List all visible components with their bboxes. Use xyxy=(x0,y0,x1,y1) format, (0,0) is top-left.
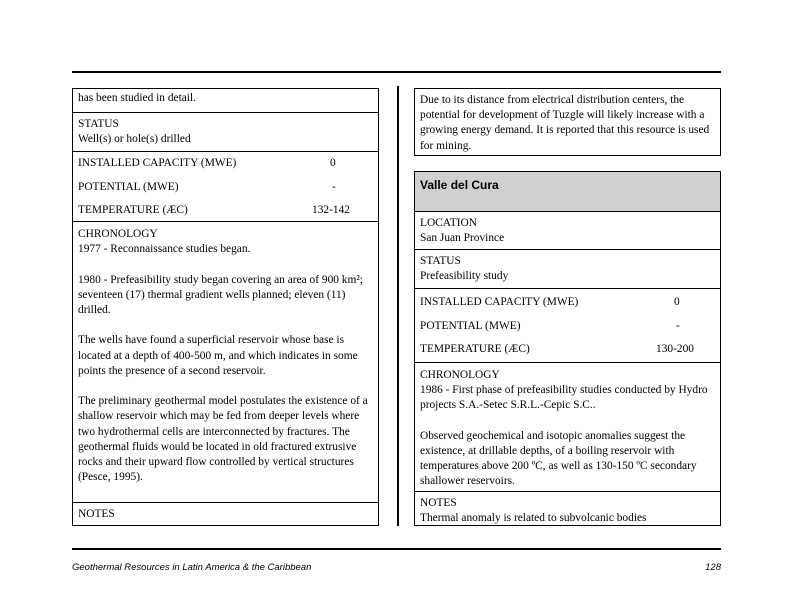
chronology-label: CHRONOLOGY xyxy=(78,228,158,240)
page-number: 128 xyxy=(705,562,721,573)
right-installed-capacity xyxy=(420,291,715,315)
right-temperature-value: 130-200 xyxy=(656,343,694,355)
model-paragraph: The preliminary geothermal model postulates the existence of a shallow reservoir which may be fed from deeper levels where two hydrothermal cells are interconnected by fractures. The geothermal fluids would be located in old fractured extrusive rocks and their upward flow controlled by vertical structures (Pesce, 1995). xyxy=(78,395,368,484)
location-row xyxy=(415,212,720,250)
site-header-row xyxy=(415,172,720,212)
right-intro-row xyxy=(415,89,720,156)
right-installed-capacity-value: 0 xyxy=(674,296,680,308)
wells-paragraph: The wells have found a superficial reservoir whose base is located at a depth of 400-500 m, and which indicates in some points the presence of a second reservoir. xyxy=(78,334,358,377)
right-notes-label: NOTES xyxy=(420,497,457,509)
temperature xyxy=(78,199,373,223)
chronology-row xyxy=(73,222,378,503)
status-row xyxy=(73,113,378,152)
capacity-row xyxy=(73,152,378,222)
potential-value: - xyxy=(332,180,336,193)
right-status-label: STATUS xyxy=(420,255,461,267)
footer-title: Geothermal Resources in Latin America & the Caribbean xyxy=(72,562,312,573)
right-chronology-label: CHRONOLOGY xyxy=(420,369,500,381)
location-value: San Juan Province xyxy=(420,232,505,245)
right-installed-capacity-label: INSTALLED CAPACITY (MWE) xyxy=(420,296,579,308)
temperature-value: 132-142 xyxy=(312,204,350,216)
installed-capacity-label: INSTALLED CAPACITY (MWE) xyxy=(78,157,237,169)
chronology-1980: 1980 - Prefeasibility study began covering an area of 900 km²; seventeen (17) thermal gradient wells planned; eleven (11) drilled. xyxy=(78,273,363,316)
installed-capacity xyxy=(78,152,373,176)
right-chronology-row xyxy=(415,363,720,492)
installed-capacity-value: 0 xyxy=(330,157,336,169)
right-status-value: Prefeasibility study xyxy=(420,270,509,283)
potential xyxy=(78,176,373,200)
potential-label: POTENTIAL (MWE) xyxy=(78,180,179,193)
right-intro-text: Due to its distance from electrical distribution centers, the potential for development of Tuzgle will likely increase with a growing energy demand. It is reported that this resource is used for mining. xyxy=(420,94,710,152)
intro-row xyxy=(73,89,378,113)
right-intro-box xyxy=(414,88,721,156)
site-title: Valle del Cura xyxy=(420,178,499,192)
notes-label: NOTES xyxy=(78,508,115,520)
location-label: LOCATION xyxy=(420,217,477,229)
left-table xyxy=(72,88,379,526)
chronology-1986: 1986 - First phase of prefeasibility studies conducted by Hydro projects S.A.-Setec S.R.L.-Cepic S.C.. xyxy=(420,384,708,412)
right-status-row xyxy=(415,250,720,289)
right-capacity-row xyxy=(415,289,720,363)
chronology-1977: 1977 - Reconnaissance studies began. xyxy=(78,243,251,256)
observed-paragraph: Observed geochemical and isotopic anomalies suggest the existence, at drillable depths, of a boiling reservoir with temperatures above 200 ºC, as well as 130-150 ºC secondary shallower reservoirs. xyxy=(420,429,697,488)
status-label: STATUS xyxy=(78,118,119,130)
right-temperature-label: TEMPERATURE (ÆC) xyxy=(420,343,530,355)
status-value: Well(s) or hole(s) drilled xyxy=(78,133,191,146)
right-potential-value: - xyxy=(676,319,680,332)
bottom-rule xyxy=(72,548,721,550)
right-temperature xyxy=(420,338,715,362)
top-rule xyxy=(72,71,721,73)
right-potential-label: POTENTIAL (MWE) xyxy=(420,319,521,332)
valle-del-cura-table xyxy=(414,171,721,526)
right-potential xyxy=(420,315,715,339)
intro-text: has been studied in detail. xyxy=(78,92,196,104)
right-notes-value: Thermal anomaly is related to subvolcanic bodies xyxy=(420,512,647,525)
temperature-label: TEMPERATURE (ÆC) xyxy=(78,204,188,216)
notes-row xyxy=(73,503,378,524)
right-notes-row xyxy=(415,492,720,528)
